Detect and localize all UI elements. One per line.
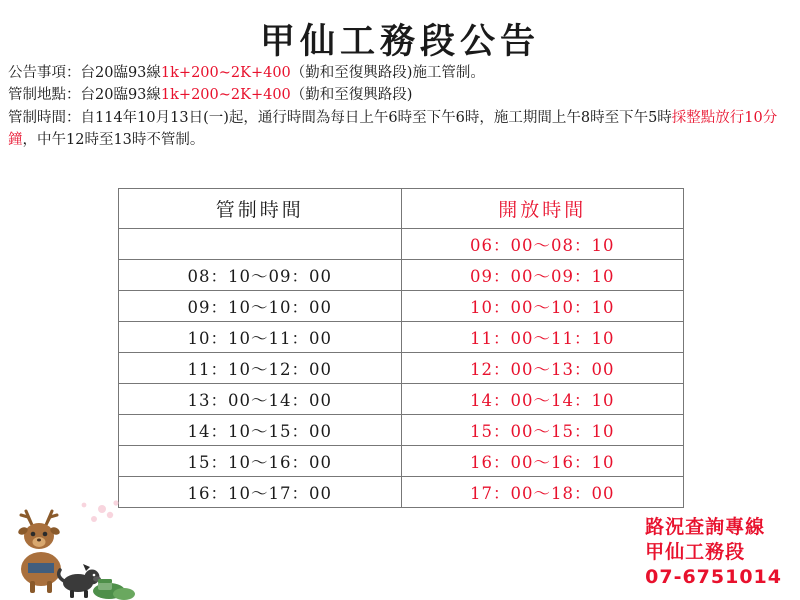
cell-open-time: 17：00～18：00	[401, 477, 684, 508]
notice-time-highlight: 採整點放行10分鐘	[8, 109, 778, 149]
table-header-open-time: 開放時間	[401, 189, 684, 229]
table-row	[119, 446, 684, 477]
cell-open-time: 14：00～14：10	[401, 384, 684, 415]
cell-control-time	[119, 229, 402, 260]
cell-control-time: 10：10～11：00	[119, 322, 402, 353]
hotline-number[interactable]: 07-6751014	[645, 565, 782, 588]
schedule-table-body	[119, 229, 684, 508]
cell-open-time: 12：00～13：00	[401, 353, 684, 384]
notice-subject-route: 台20臨93線	[80, 65, 161, 81]
cell-control-time: 14：10～15：00	[119, 415, 402, 446]
notice-location-route: 台20臨93線	[80, 87, 161, 104]
notice-location-range: 1k+200~2K+400	[160, 87, 291, 104]
cell-open-time: 09：00～09：10	[401, 260, 684, 291]
notice-subject-label: 公告事項：	[8, 65, 81, 81]
hotline-block	[645, 515, 782, 590]
notice-line-time	[8, 107, 792, 152]
schedule-table	[118, 188, 684, 508]
notice-time-tail: ，中午12時至13時不管制。	[22, 132, 205, 149]
cell-control-time: 09：10～10：00	[119, 291, 402, 322]
table-row	[119, 415, 684, 446]
notice-location-label: 管制地點：	[8, 87, 81, 104]
notice-subject-tail: （勤和至復興路段)施工管制。	[290, 65, 485, 81]
mascot-illustration	[6, 495, 136, 600]
hotline-label: 路況查詢專線	[645, 515, 766, 538]
table-row	[119, 477, 684, 508]
notice-block	[8, 62, 792, 152]
cell-open-time: 11：00～11：10	[401, 322, 684, 353]
notice-subject-range: 1k+200~2K+400	[160, 65, 291, 81]
table-row	[119, 353, 684, 384]
cell-control-time: 08：10～09：00	[119, 260, 402, 291]
notice-time-body: 自114年10月13日(一)起，通行時間為每日上午6時至下午6時，施工期間上午8時至下午5時	[80, 109, 672, 126]
schedule-table-wrapper	[118, 188, 684, 508]
cell-open-time: 16：00～16：10	[401, 446, 684, 477]
notice-time-label: 管制時間：	[8, 109, 81, 126]
hotline-office: 甲仙工務段	[645, 540, 746, 563]
page-title: 甲仙工務段公告	[259, 21, 540, 62]
table-row	[119, 260, 684, 291]
table-header-control-time: 管制時間	[119, 189, 402, 229]
notice-line-subject	[8, 62, 792, 84]
notice-location-tail: （勤和至復興路段)	[290, 87, 413, 104]
cell-open-time: 15：00～15：10	[401, 415, 684, 446]
cell-control-time: 13：00～14：00	[119, 384, 402, 415]
cell-control-time: 16：10～17：00	[119, 477, 402, 508]
notice-line-location	[8, 84, 792, 106]
cell-open-time: 06：00～08：10	[401, 229, 684, 260]
table-header-row	[119, 189, 684, 229]
cell-open-time: 10：00～10：10	[401, 291, 684, 322]
table-row	[119, 322, 684, 353]
table-row	[119, 384, 684, 415]
table-row	[119, 229, 684, 260]
table-row	[119, 291, 684, 322]
cell-control-time: 11：10～12：00	[119, 353, 402, 384]
cell-control-time: 15：10～16：00	[119, 446, 402, 477]
